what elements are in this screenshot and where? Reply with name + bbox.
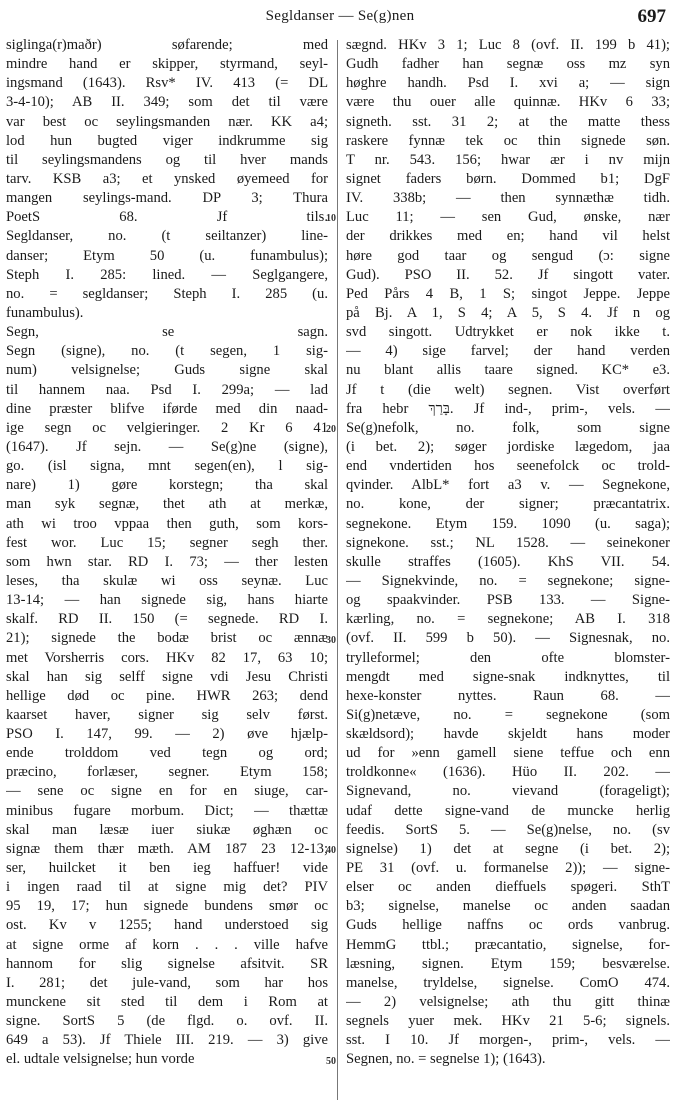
text-line: signe. SortS 5 (de flgd. o. ovf. II. [6,1013,328,1030]
text-line: b3; signelse, manelse oc anden saadan [346,898,670,915]
column-divider [337,40,338,1100]
text-line: IV. 338b; — then synnæthæ tidh. [346,190,670,207]
text-line: til seylingsmandens og til hver mands [6,151,328,168]
text-line: Steph I. 285: lined. — Seglgangere, [6,266,328,283]
text-line: hannom for slig signelse afsitvit. SR [6,955,328,972]
text-line: feedis. SortS 5. — Se(g)nelse, no. (sv [346,821,670,838]
text-line: I. 281; det jule-vand, som har hos [6,974,328,991]
text-line: Se(g)nefolk, no. folk, som signe [346,419,670,436]
text-line: segnekone. Etym 159. 1090 (u. saga); [346,515,670,532]
text-line: minibus fugare morbum. Dict; — thættæ [6,802,328,819]
text-line: sægnd. HKv 3 1; Luc 8 (ovf. II. 199 b 41); [346,37,670,53]
text-line: qvinder. AlbL* fort a3 v. — Segnekone, [346,477,670,494]
text-line: mengdt med signe-snak indknyttes, til [346,668,670,685]
margin-line-number: 50 [326,1055,336,1067]
text-line: skulle straffes (1605). KhS VII. 54. [346,553,670,570]
text-line: signelse) 1) det at segne (i bet. 2); [346,840,670,857]
text-line: lod hun bugted viger indkrumme sig [6,132,328,149]
text-line: 95 19, 17; hun signede bundens smør oc [6,898,328,915]
text-line: — Signekvinde, no. = segnekone; signe- [346,572,670,589]
text-line: ud for »enn gamell siene teffue och enn [346,745,670,762]
text-line: Ped Pårs 4 B, 1 S; singot Jeppe. Jeppe [346,285,670,302]
text-line: Segldanser, no. (t seiltanzer) line- [6,228,328,245]
text-line: funambulus). [6,304,84,321]
text-line: 21); signede the bodæ brist oc ænnæ [6,630,328,647]
text-line: mangen seylings-mand. DP 3; Thura [6,190,328,207]
text-line: Segnen, no. = segnelse 1); (1643). [346,1051,546,1068]
text-line: 3-4-10); AB II. 349; som det til være [6,94,328,111]
text-line: man syk segnæ, thet ath at merkæ, [6,496,328,513]
text-line: som hwn star. RD I. 73; — ther lesten [6,553,328,570]
text-line: (i bet. 2); søger jordiske lægedom, jaa [346,438,670,455]
text-line: Segn (signe), no. (t segen, 1 sig- [6,343,328,360]
margin-line-number: 20 [326,424,336,435]
text-line: danser; Etym 50 (u. funambulus); [6,247,328,264]
text-line: met Vorsherris cors. HKv 82 17, 63 10; [6,649,328,666]
text-line: skældsord); havde skjeldt hans moder [346,726,670,743]
text-line: signet faders børn. Dommed b1; DgF [346,170,670,187]
text-line: — sene oc signe en for en siuge, car- [6,783,328,800]
text-line: PE 31 (ovf. u. formanelse 2)); — signe- [346,860,670,877]
text-line: fest wor. Luc 15; segner segh ther. [6,534,328,551]
text-line: sst. I 10. Jf morgen-, prim-, vels. — [346,1032,670,1049]
text-line: HemmG ttbl.; præcantatio, signelse, for- [346,936,670,953]
text-line: udaf dette signe-vand de muncke herlig [346,802,670,819]
page-number: 697 [637,6,666,27]
text-line: — 2) velsignelse; ath thu gitt thinæ [346,994,670,1011]
text-line: Jf t (die welt) segnen. Vist overført [346,381,670,398]
text-line: nare) 1) gøre korstegn; tha skal [6,477,328,494]
text-line: signæ them thær mæth. AM 187 23 12-13; [6,840,328,857]
text-line: trylleformel; den ofte blomster- [346,649,670,666]
margin-line-number: 10 [326,213,336,225]
text-line: mindre hand er skipper, styrmand, seyl- [6,56,328,73]
left-column [6,36,328,1108]
text-line: nu blant allis taare signed. KC* e3. [346,362,670,379]
text-line: go. (isl signa, mnt segen(en), l sig- [6,458,328,475]
text-line: skal man læsæ iuer siukæ øghæn oc [6,821,328,838]
text-line: 13-14; — han signede sig, hans hiarte [6,592,328,609]
text-line: hexe-konster nyttes. Raun 68. — [346,687,670,704]
text-line: Gudh fadher han segnæ oss mz syn [346,56,670,73]
text-line: Si(g)netæve, no. = segnekone (som [346,706,670,723]
text-line: end vndertiden hos seenefolck oc trold- [346,458,670,475]
text-line: ingsmand (1643). Rsv* IV. 413 (= DL [6,75,328,92]
text-line: segnels yuer mek. HKv 21 5-6; signels. [346,1013,670,1030]
text-line: munckene sit sted til dem i Rom at [6,994,328,1011]
text-line: — 4) sige farvel; der hand verden [346,343,670,360]
text-line: dine præster blifve iførde med din naad- [6,400,328,417]
text-line: siglinga(r)maðr) søfarende; med [6,37,328,53]
text-line: ath wi troo vppaa then guth, som kors- [6,515,328,532]
text-line: ende trolddom ved tegn og ord; [6,745,328,762]
text-line: være thu ouer alle quinnæ. HKv 6 33; [346,94,670,111]
text-line: der drikkes med en; hand vil helst [346,228,670,245]
text-line: Segn, se sagn. [6,324,328,341]
text-line: tarv. KSB a3; et ynsked øyemeed for [6,170,328,187]
text-line: signeth. sst. 31 2; at the matte thess [346,113,670,130]
margin-line-number: 40 [326,845,336,857]
page-header [0,6,680,32]
text-line: elser oc anden dieffuels spøgeri. SthT [346,879,670,896]
text-line: kærling, no. = segnekone; AB I. 318 [346,611,670,628]
text-line: raskere fynnæ tek oc thin signede søn. [346,132,670,149]
text-line: ser, huilcket it ben ieg haffuer! vide [6,860,328,877]
text-line: el. udtale velsignelse; hun vorde [6,1051,195,1068]
text-line: Signevand, no. vievand (forageligt); [346,783,670,800]
text-line: PoetS 68. Jf tils. [6,209,328,226]
text-line: signekone. sst.; NL 1528. — seinekoner [346,534,670,551]
text-line: leses, tha skulæ wi oss seynæ. Luc [6,572,328,589]
text-line: svd singott. Udtrykket er nok ikke t. [346,324,670,341]
text-line: skalf. RD II. 150 (= segnede. RD I. [6,611,328,628]
text-line: at signe orme af korn . . . ville hafve [6,936,328,953]
text-line: (1647). Jf sejn. — Se(g)ne (signe), [6,438,328,455]
right-column [346,36,670,1108]
text-line: ige segn oc velgieringer. 2 Kr 6 41 [6,419,328,436]
text-line: ost. Kv v 1255; hand understoed sig [6,917,328,934]
text-line: kaarset haver, signer sig selv først. [6,706,328,723]
text-line: Gud). PSO II. 52. Jf singott vater. [346,266,670,283]
text-line: PSO I. 147, 99. — 2) øve hjælp- [6,726,328,743]
text-line: i ingen raad til at signe mig det? PIV [6,879,328,896]
text-line: høre god taar og sengud (ɔ: signe [346,247,670,264]
text-line: fra hebr בָּרַךְ. Jf ind-, prim-, vels. — [346,400,670,417]
text-line: læsning, signen. Etym 159; besværelse. [346,955,670,972]
text-line: 649 a 53). Jf Thiele III. 219. — 3) give [6,1032,328,1049]
text-line: høghre handh. Psd I. xvi a; — sign [346,75,670,92]
text-line: præcino, forlæser, segner. Etym 158; [6,764,328,781]
running-head: Segldanser — Se(g)nen [265,8,415,24]
text-line: skal han sig selff signe vdi Jesu Christi [6,668,328,685]
text-line: Luc 11; — sen Gud, ønske, nær [346,209,670,226]
text-line: var best oc seylingsmanden nær. KK a4; [6,113,328,130]
margin-line-number: 30 [326,634,336,646]
text-line: til hannem naa. Psd I. 299a; — lad [6,381,328,398]
text-line: T nr. 543. 156; hwar ær i nv mijn [346,151,670,168]
text-line: manelse, tryldelse, signelse. ComO 474. [346,974,670,991]
text-line: hellige død oc pine. HWR 263; dend [6,687,328,704]
text-line: Guds hellige naffns oc ords vanbrug. [346,917,670,934]
text-line: på Bj. A 1, S 4; A 5, S 4. Jf n og [346,304,670,321]
text-line: og spaakvinder. PSB 133. — Signe- [346,592,670,609]
text-line: troldkonne« (1636). Hüo II. 202. — [346,764,670,781]
text-line: no. = segldanser; Steph I. 285 (u. [6,285,328,302]
text-line: num) velsignelse; Guds signe skal [6,362,328,379]
text-line: no. kone, der signer; præcantatrix. [346,496,670,513]
text-line: (ovf. II. 599 b 50). — Signesnak, no. [346,630,670,647]
